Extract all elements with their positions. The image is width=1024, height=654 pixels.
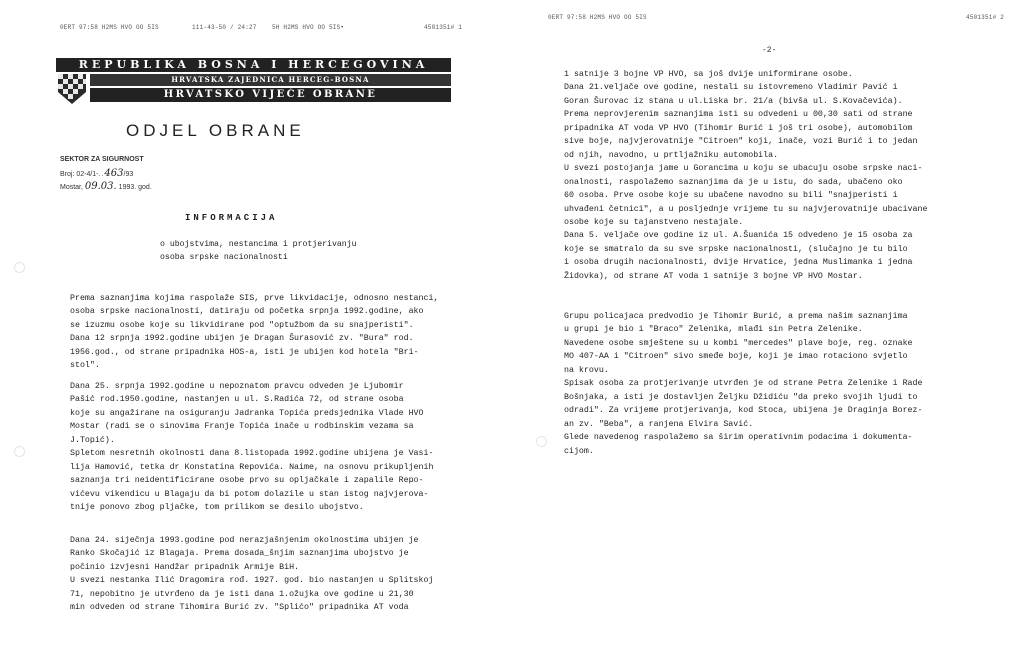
text-line: lija Hamović, tetka dr Konstatina Repovića. Naime, na osnovu prikupljenih [70,462,434,472]
letterhead-line-council: HRVATSKO VIJEĆE OBRANE [90,88,451,102]
text-line: Goran Šurovac iz stana u ul.Liska br. 21/a (bivša ul. S.Kovačevića). [564,96,903,106]
paragraph [70,292,438,373]
text-line: Ranko Skočajić iz Blagaja. Prema dosada_šnjim saznanjima ubojstvo je [70,549,409,559]
text-line: 60 osoba. Prve osobe koje su ubačene navodno su bili "snajperisti i [564,191,898,201]
text-line: u grupi je bio i "Braco" Zelenika, mlađi sin Petra Zelenike. [564,325,863,335]
text-line: J.Topić). [70,435,115,445]
text-line: i osoba drugih nacionalnosti, dvije Hrvatice, jedna Muslimanka i jedna [564,258,913,268]
document-title: INFORMACIJA [185,213,278,223]
document-page-2 [512,0,1024,654]
text-line: tnije ponovo zbog pljačke, tom prilikom se desilo ubojstvo. [70,503,364,513]
text-line: U svezi postojanja jame u Gorancima u koju se ubacuju osobe srpske naci- [564,164,923,174]
page-number: -2- [762,46,777,55]
letterhead-line-republic: REPUBLIKA BOSNA I HERCEGOVINA [56,58,451,72]
document-subject: o ubojstvima, nestancima i protjerivanju osoba srpske nacionalnosti [160,240,357,262]
text-line: MO 407-AA i "Citroen" sivo smeđe boje, koji je imao rotaciono svjetlo [564,352,908,362]
text-line: se izuzmu osobe koje su likvidirane pod "optužbom da su snajperisti". [70,320,414,330]
text-line: Dana 24. siječnja 1993.godine pod nerazjašnjenim okolnostima ubijen je [70,536,419,545]
text-line: Grupu policajaca predvodio je Tihomir Burić, a prema našim saznanjima [564,312,908,321]
text-line: koje su angažirane na osiguranju Jadranka Topića predsjednika Vlade HVO [70,408,424,418]
paragraph [70,534,433,615]
text-line: cijom. [564,446,594,456]
fax-header-middle: 111-43-50 / 24:27 [192,24,257,31]
text-line: stol". [70,361,100,371]
text-line: odradi". Za vrijeme protjerivanja, kod Stoca, ubijena je Draginja Borez- [564,406,923,416]
text-line: Židovka), od strane AT voda 1 satnije 3 bojne VP HVO Mostar. [564,271,863,281]
fax-header-left: 0ERT 97:58 H2MS HVO OO 5IS [548,14,647,21]
text-line: U svezi nestanka Ilić Dragomira rođ. 1927. god. bio nastanjen u Splitskoj [70,576,434,586]
text-line: sive boje, najvjerovatnije "Citroen" koji, inače, vozi Burić i to jedan [564,137,918,147]
punch-hole-mark [14,262,25,273]
handwritten-date: 09.03. [84,181,117,192]
letterhead-line-community: HRVATSKA ZAJEDNICA HERCEG-BOSNA [90,74,451,86]
text-line: saznanja tri neidentificirane osobe prvo su opljačkale i zapalile Repo- [70,476,424,486]
text-line: onalnosti, raspolažemo saznanjima da je u istu, do sada, ubačeno oko [564,177,903,187]
text-line: Pašić rod.1950.godine, nastanjen u ul. S.Radića 72, od strane osoba [70,395,404,405]
punch-hole-mark [14,446,25,457]
text-line: Prema neprovjerenim saznanjima isti su odvedeni u 00,30 sati od strane [564,110,913,120]
text-line: 1956.god., od strane pripadnika HOS-a, isti je ubijen kod hotela "Bri- [70,347,419,357]
text-line: Glede navedenog raspolažemo sa širim operativnim podacima i dokumenta- [564,433,913,443]
document-number: Broj: 02-4/1-..463/93 [60,168,134,179]
paragraph [564,68,927,283]
document-date: Mostar, 09.03. 1993. god. [60,181,152,192]
text-line: koje se smatralo da su sve srpske nacionalnosti, (slučajno je tu bilo [564,244,908,254]
text-line: Prema saznanjima kojima raspolaže SIS, prve likvidacije, odnosno nestanci, [70,294,439,303]
text-line: Bošnjaka, a isti je dostavljen Željku Džidiću "da preko svojih ljudi to [564,392,918,402]
sector-label: SEKTOR ZA SIGURNOST [60,156,144,163]
fax-page-number: 4501351# 1 [424,24,463,31]
punch-hole-mark [536,436,547,447]
text-line: Dana 21.veljače ove godine, nestali su istovremeno Vladimir Pavić i [564,83,898,93]
text-line: uhvađeni četnici", a u posljednje vrijeme tu su najvjerovatnije ubacivane [564,204,928,214]
fax-header-right: 5H H2MS HVO OO 5IS• [272,24,345,31]
text-line: Mostar (radi se o sinovima Franje Topića inače u rodbinskim vezama sa [70,422,414,432]
text-line: na krovu. [564,365,609,375]
text-line: osoba srpske nacionalnosti, datiraju od početka srpnja 1992.godine, ako [70,307,424,317]
fax-page-number: 4501351# 2 [965,14,1004,21]
text-line: pripadnika AT voda VP HVO (Tihomir Burić i još tri osobe), automobilom [564,123,913,133]
text-line: Spisak osoba za protjerivanje utvrđen je od strane Petra Zelenike i Rade [564,379,923,389]
text-line: an zv. "Beba", a ranjena Elvira Savić. [564,419,754,429]
text-line: osobe koje su tajanstveno nestajale. [564,217,744,227]
text-line: Navedene osobe smještene su u kombi "mercedes" plave boje, reg. oznake [564,338,913,348]
text-line: Dana 5. veljače ove godine iz ul. A.Šuanića 15 odvedeno je 15 osoba za [564,231,913,241]
text-line: vićevu vikendicu u Blagaju da bi potom dolazile u stan istog najvjerova- [70,489,429,499]
text-line: Dana 25. srpnja 1992.godine u nepoznatom pravcu odveden je Ljubomir [70,382,404,391]
paragraph [564,310,922,458]
checkerboard-crest-icon [58,74,86,104]
text-line: 1 satnije 3 bojne VP HVO, sa još dvije uniformirane osobe. [564,70,853,79]
text-line: Dana 12 srpnja 1992.godine ubijen je Dragan Šurasović zv. "Bura" rod. [70,334,414,344]
text-line: 71, nepobitno je utvrđeno da je isti dana 1.ožujka ove godine u 21,30 [70,589,414,599]
handwritten-number: 463 [104,168,124,179]
text-line: Spletom nesretnih okolnosti dana 8.listopada 1992.godine ubijena je Vasi- [70,449,434,459]
text-line: počinio izvjesni Handžar pripadnik Armije BiH. [70,562,300,572]
fax-header-left: 0ERT 97:58 H2MS HVO OO 5IS [60,24,159,31]
department-title: ODJEL OBRANE [126,121,305,140]
letterhead [56,58,451,118]
text-line: min odveden od strane Tihomira Burić zv. "Splićo" pripadnika AT voda [70,603,409,613]
paragraph [70,380,433,515]
text-line: od njih, navodno, u prtljažniku automobila. [564,150,779,160]
